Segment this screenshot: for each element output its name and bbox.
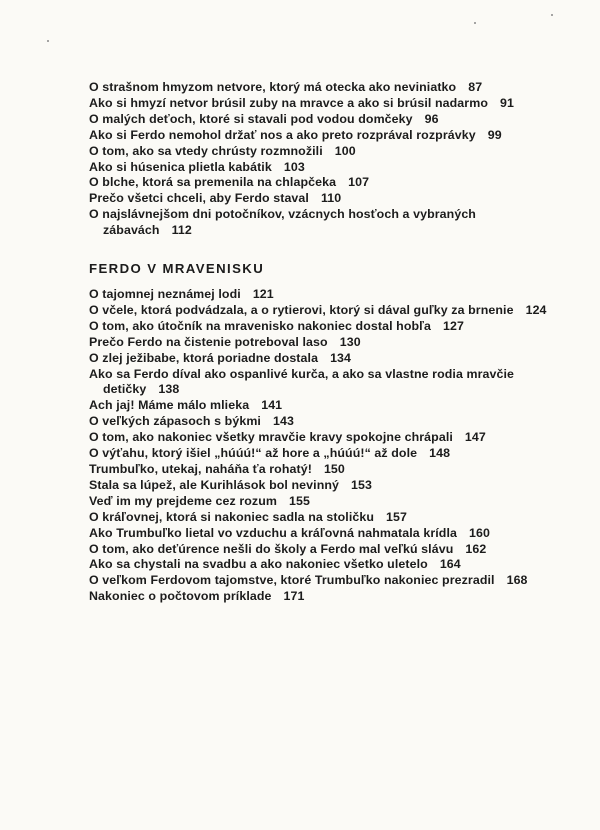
toc-page-number: 155 — [289, 493, 310, 508]
toc-entry-title: O malých deťoch, ktoré si stavali pod vodou domčeky — [89, 111, 413, 126]
toc-entry — [89, 462, 579, 478]
toc-page-number: 103 — [283, 159, 305, 174]
toc-entry — [89, 510, 579, 526]
toc-entry-title: O najslávnejšom dni potočníkov, vzácnych hosťoch a vybraných — [89, 207, 476, 222]
toc-page-number: 96 — [424, 111, 439, 126]
page-speck — [551, 14, 553, 16]
toc-page-number: 150 — [323, 461, 345, 476]
toc-page-number: 157 — [386, 509, 408, 524]
toc-entry-title: O strašnom hmyzom netvore, ktorý má otecka ako neviniatko — [89, 80, 457, 94]
toc-entry — [89, 175, 579, 191]
toc-entry — [89, 526, 579, 542]
toc-page-number: 160 — [469, 525, 490, 540]
toc-page-number: 134 — [330, 350, 352, 365]
toc-page-number: 121 — [252, 287, 274, 301]
toc-entry-title: O tom, ako sa vtedy chrústy rozmnožili — [89, 143, 323, 158]
toc-entry-continuation — [89, 223, 519, 239]
toc-entry-continuation — [89, 382, 519, 398]
toc-entry — [89, 144, 579, 160]
toc-entry-title: O veľkom Ferdovom tajomstve, ktoré Trumbuľko nakoniec prezradil — [89, 573, 495, 588]
toc-page-number: 171 — [283, 589, 305, 604]
toc-page-number: 112 — [171, 223, 192, 238]
toc-entry — [89, 351, 579, 367]
toc-entry — [89, 191, 579, 207]
toc-list-section-1 — [89, 80, 579, 239]
toc-page-number: 148 — [429, 446, 451, 461]
toc-page-number: 100 — [334, 143, 356, 158]
toc-entry — [89, 542, 579, 558]
toc-page-number: 130 — [339, 334, 361, 349]
toc-entry-title: Ako si Ferdo nemohol držať nos a ako preto rozprával rozprávky — [89, 127, 476, 142]
toc-entry-title: Nakoniec o počtovom príklade — [89, 589, 272, 604]
toc-entry-title: O výťahu, ktorý išiel „húúú!“ až hore a „húúú!“ až dole — [89, 446, 418, 461]
toc-entry — [89, 96, 579, 112]
toc-page-number: 162 — [465, 541, 487, 556]
toc-entry-title: Ach jaj! Máme málo mlieka — [89, 398, 250, 413]
toc-entry-continuation-text: zábavách — [103, 223, 160, 238]
toc-page-number: 87 — [468, 80, 483, 94]
toc-entry — [89, 367, 519, 399]
toc-entry — [89, 319, 579, 335]
toc-page-number: 141 — [261, 398, 283, 413]
toc-entry-title: Veď im my prejdeme cez rozum — [89, 493, 277, 508]
toc-entry-title: O kráľovnej, ktorá si nakoniec sadla na stoličku — [89, 509, 375, 524]
toc-page-number: 99 — [487, 127, 502, 142]
toc-entry — [89, 478, 579, 494]
toc-entry-continuation-text: detičky — [103, 382, 147, 397]
toc-entry-title: O tajomnej neznámej lodi — [89, 287, 241, 301]
toc-entry-title: Ako si húsenica plietla kabátik — [89, 159, 272, 174]
toc-entry — [89, 446, 579, 462]
toc-entry-title: Ako sa chystali na svadbu a ako nakoniec všetko uletelo — [89, 557, 428, 572]
toc-page-number: 147 — [464, 430, 486, 445]
toc-entry — [89, 160, 579, 176]
section-heading: FERDO V MRAVENISKU — [89, 261, 265, 276]
toc-entry — [89, 573, 579, 589]
toc-entry-title: Prečo Ferdo na čistenie potreboval laso — [89, 334, 328, 349]
toc-entry — [89, 80, 579, 96]
toc-entry — [89, 589, 579, 605]
toc-entry-title: Ako sa Ferdo díval ako ospanlivé kurča, a ako sa vlastne rodia mravčie — [89, 366, 515, 381]
toc-entry-title: Prečo všetci chceli, aby Ferdo staval — [89, 191, 309, 206]
toc-entry — [89, 494, 579, 510]
toc-page-number: 153 — [351, 477, 373, 492]
toc-entry-title: Stala sa lúpež, ale Kurihlások bol nevinný — [89, 477, 340, 492]
toc-entry — [89, 557, 579, 573]
toc-entry-title: Ako si hmyzí netvor brúsil zuby na mravce a ako si brúsil nadarmo — [89, 95, 488, 110]
toc-entry — [89, 112, 579, 128]
toc-page-number: 138 — [158, 382, 180, 397]
toc-entry-title: Trumbuľko, utekaj, naháňa ťa rohatý! — [89, 461, 312, 476]
page-speck — [474, 22, 476, 24]
toc-list-section-2 — [89, 287, 579, 605]
toc-entry — [89, 287, 579, 303]
toc-page-number: 110 — [320, 191, 342, 206]
toc-entry-title: O zlej ježibabe, ktorá poriadne dostala — [89, 350, 319, 365]
toc-page-number: 127 — [443, 318, 465, 333]
toc-entry-title: O tom, ako útočník na mravenisko nakoniec dostal hobľa — [89, 318, 432, 333]
toc-entry — [89, 335, 579, 351]
page-speck — [47, 40, 49, 42]
toc-entry-title: O veľkých zápasoch s býkmi — [89, 414, 261, 429]
toc-entry-title: O tom, ako nakoniec všetky mravčie kravy spokojne chrápali — [89, 430, 453, 445]
toc-entry — [89, 128, 579, 144]
toc-page-number: 168 — [506, 573, 528, 588]
toc-entry-title: O včele, ktorá podvádzala, a o rytierovi, ktorý si dával guľky za brnenie — [89, 302, 514, 317]
toc-page-number: 124 — [525, 302, 547, 317]
toc-entry — [89, 430, 579, 446]
toc-entry-title: Ako Trumbuľko lietal vo vzduchu a kráľovná nahmatala krídla — [89, 525, 457, 540]
toc-entry — [89, 303, 579, 319]
toc-page-number: 164 — [439, 557, 461, 572]
toc-page-number: 143 — [272, 414, 294, 429]
toc-entry-title: O tom, ako deťúrence nešli do školy a Ferdo mal veľkú slávu — [89, 541, 454, 556]
toc-entry — [89, 414, 579, 430]
toc-entry-title: O blche, ktorá sa premenila na chlapčeka — [89, 175, 337, 190]
toc-page-number: 91 — [500, 95, 514, 110]
toc-entry — [89, 207, 519, 239]
toc-entry — [89, 398, 579, 414]
toc-page-number: 107 — [348, 175, 370, 190]
